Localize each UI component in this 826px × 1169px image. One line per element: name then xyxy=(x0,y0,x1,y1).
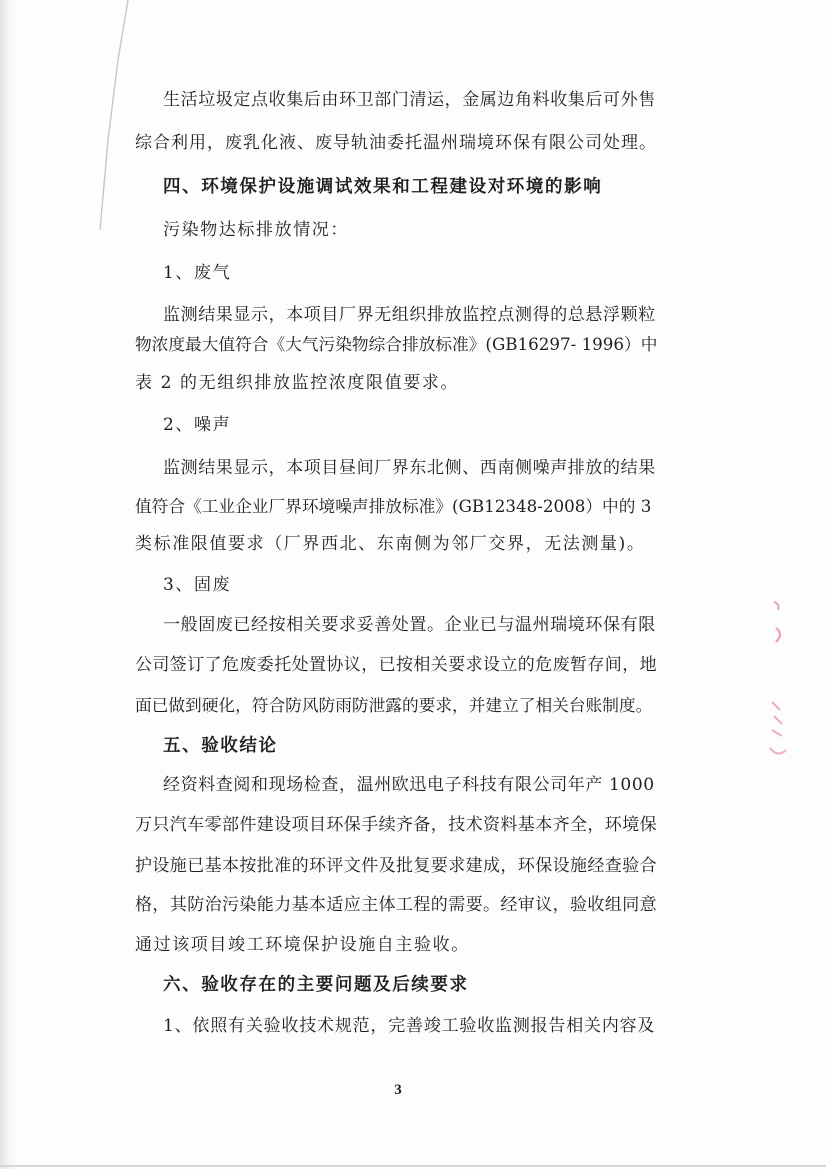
paragraph-line: 类标准限值要求（厂界西北、东南侧为邻厂交界，无法测量)。 xyxy=(135,534,646,554)
paragraph-line: 值符合《工业企业厂界环境噪声排放标准》(GB12348-2008）中的 3 xyxy=(135,496,652,516)
paragraph-line: 污染物达标排放情况： xyxy=(163,220,349,240)
paragraph-line: 一般固废已经按相关要求妥善处置。企业已与温州瑞境环保有限 xyxy=(163,615,656,635)
paragraph-line: 通过该项目竣工环境保护设施自主验收。 xyxy=(135,935,470,955)
section-heading-5: 五、验收结论 xyxy=(163,736,278,756)
paragraph-line: 监测结果显示，本项目昼间厂界东北侧、西南侧噪声排放的结果 xyxy=(163,458,656,478)
paragraph-line: 经资料查阅和现场检查，温州欧迅电子科技有限公司年产 1000 xyxy=(163,775,655,795)
paragraph-line: 综合利用，废乳化液、废导轨油委托温州瑞境环保有限公司处理。 xyxy=(135,133,657,153)
paragraph-line: 护设施已基本按批准的环评文件及批复要求建成，环保设施经查验合 xyxy=(135,856,657,876)
subheading-waste-gas: 1、废气 xyxy=(163,263,232,283)
section-heading-4: 四、环境保护设施调试效果和工程建设对环境的影响 xyxy=(163,177,603,197)
seal-stamp-edge xyxy=(766,598,796,768)
section-heading-6: 六、验收存在的主要问题及后续要求 xyxy=(163,975,469,995)
subheading-noise: 2、噪声 xyxy=(163,415,232,435)
paragraph-line: 面已做到硬化，符合防风防雨防泄露的要求，并建立了相关台账制度。 xyxy=(135,695,653,715)
subheading-solid-waste: 3、固废 xyxy=(163,575,232,595)
page-number: 3 xyxy=(394,1082,402,1098)
paragraph-line: 生活垃圾定点收集后由环卫部门清运，金属边角料收集后可外售 xyxy=(163,90,656,110)
paragraph-line: 万只汽车零部件建设项目环保手续齐备，技术资料基本齐全，环境保 xyxy=(135,815,657,835)
paragraph-line: 公司签订了危废委托处置协议，已按相关要求设立的危废暂存间，地 xyxy=(135,655,657,675)
paragraph-line: 格，其防治污染能力基本适应主体工程的需要。经审议，验收组同意 xyxy=(135,895,657,915)
paragraph-line: 监测结果显示，本项目厂界无组织排放监控点测得的总悬浮颗粒 xyxy=(163,305,656,325)
paragraph-line: 1、依照有关验收技术规范，完善竣工验收监测报告相关内容及 xyxy=(163,1016,656,1036)
paragraph-line: 物浓度最大值符合《大气污染物综合排放标准》(GB16297- 1996）中 xyxy=(135,334,658,354)
paragraph-line: 表 2 的无组织排放监控浓度限值要求。 xyxy=(135,373,460,393)
